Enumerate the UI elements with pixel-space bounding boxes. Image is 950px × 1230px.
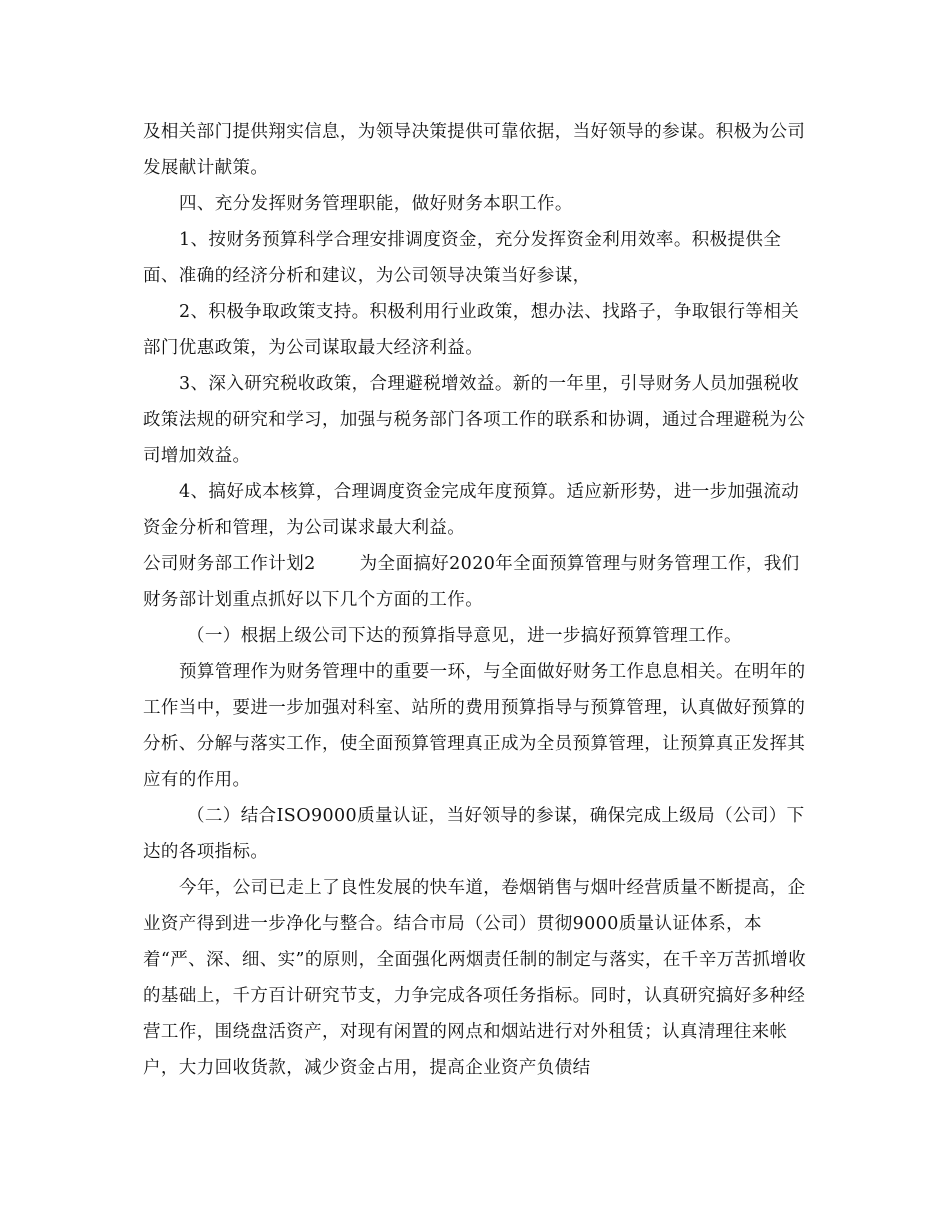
paragraph-item-3: 3、深入研究税收政策，合理避税增效益。新的一年里，引导财务人员加强税收政策法规的研究和学习，加强与税务部门各项工作的联系和协调，通过合理避税为公司增加效益。 [143,374,806,466]
section-heading-four: 四、充分发挥财务管理职能，做好财务本职工作。 [179,194,573,214]
plan-2-title: 公司财务部工作计划2 [143,554,316,574]
plan-2-intro: 为全面搞好2020年全面预算管理与财务管理工作，我们财务部计划重点抓好以下几个方面的工作。 [143,554,800,610]
paragraph-item-2: 2、积极争取政策支持。积极利用行业政策，想办法、找路子，争取银行等相关部门优惠政策，为公司谋取最大经济利益。 [143,302,800,358]
document-body [143,114,809,1086]
subsection-heading-two: （二）结合ISO9000质量认证，当好领导的参谋，确保完成上级局（公司）下达的各项指标。 [143,806,805,862]
paragraph-item-4: 4、搞好成本核算，合理调度资金完成年度预算。适应新形势，进一步加强流动资金分析和管理，为公司谋求最大利益。 [143,482,800,538]
plan-2-paragraph [143,546,809,618]
paragraph-budget-management: 预算管理作为财务管理中的重要一环，与全面做好财务工作息息相关。在明年的工作当中，要进一步加强对科室、站所的费用预算指导与预算管理，认真做好预算的分析、分解与落实工作，使全面预算管理真正成为全员预算管理，让预算真正发挥其应有的作用。 [143,662,806,790]
paragraph-item-1: 1、按财务预算科学合理安排调度资金，充分发挥资金利用效率。积极提供全面、准确的经济分析和建议，为公司领导决策当好参谋， [143,230,782,286]
subsection-heading-one: （一）根据上级公司下达的预算指导意见，进一步搞好预算管理工作。 [187,626,742,646]
paragraph-continuation: 及相关部门提供翔实信息，为领导决策提供可靠依据，当好领导的参谋。积极为公司发展献计献策。 [143,122,806,178]
paragraph-this-year: 今年，公司已走上了良性发展的快车道，卷烟销售与烟叶经营质量不断提高，企业资产得到进一步净化与整合。结合市局（公司）贯彻9000质量认证体系，本着“严、深、细、实”的原则，全面强化两烟责任制的制定与落实，在千辛万苦抓增收的基础上，千方百计研究节支，力争完成各项任务指标。同时，认真研究搞好多种经营工作，围绕盘活资产，对现有闲置的网点和烟站进行对外租赁；认真清理往来帐户，大力回收货款，减少资金占用，提高企业资产负债结 [143,878,807,1078]
